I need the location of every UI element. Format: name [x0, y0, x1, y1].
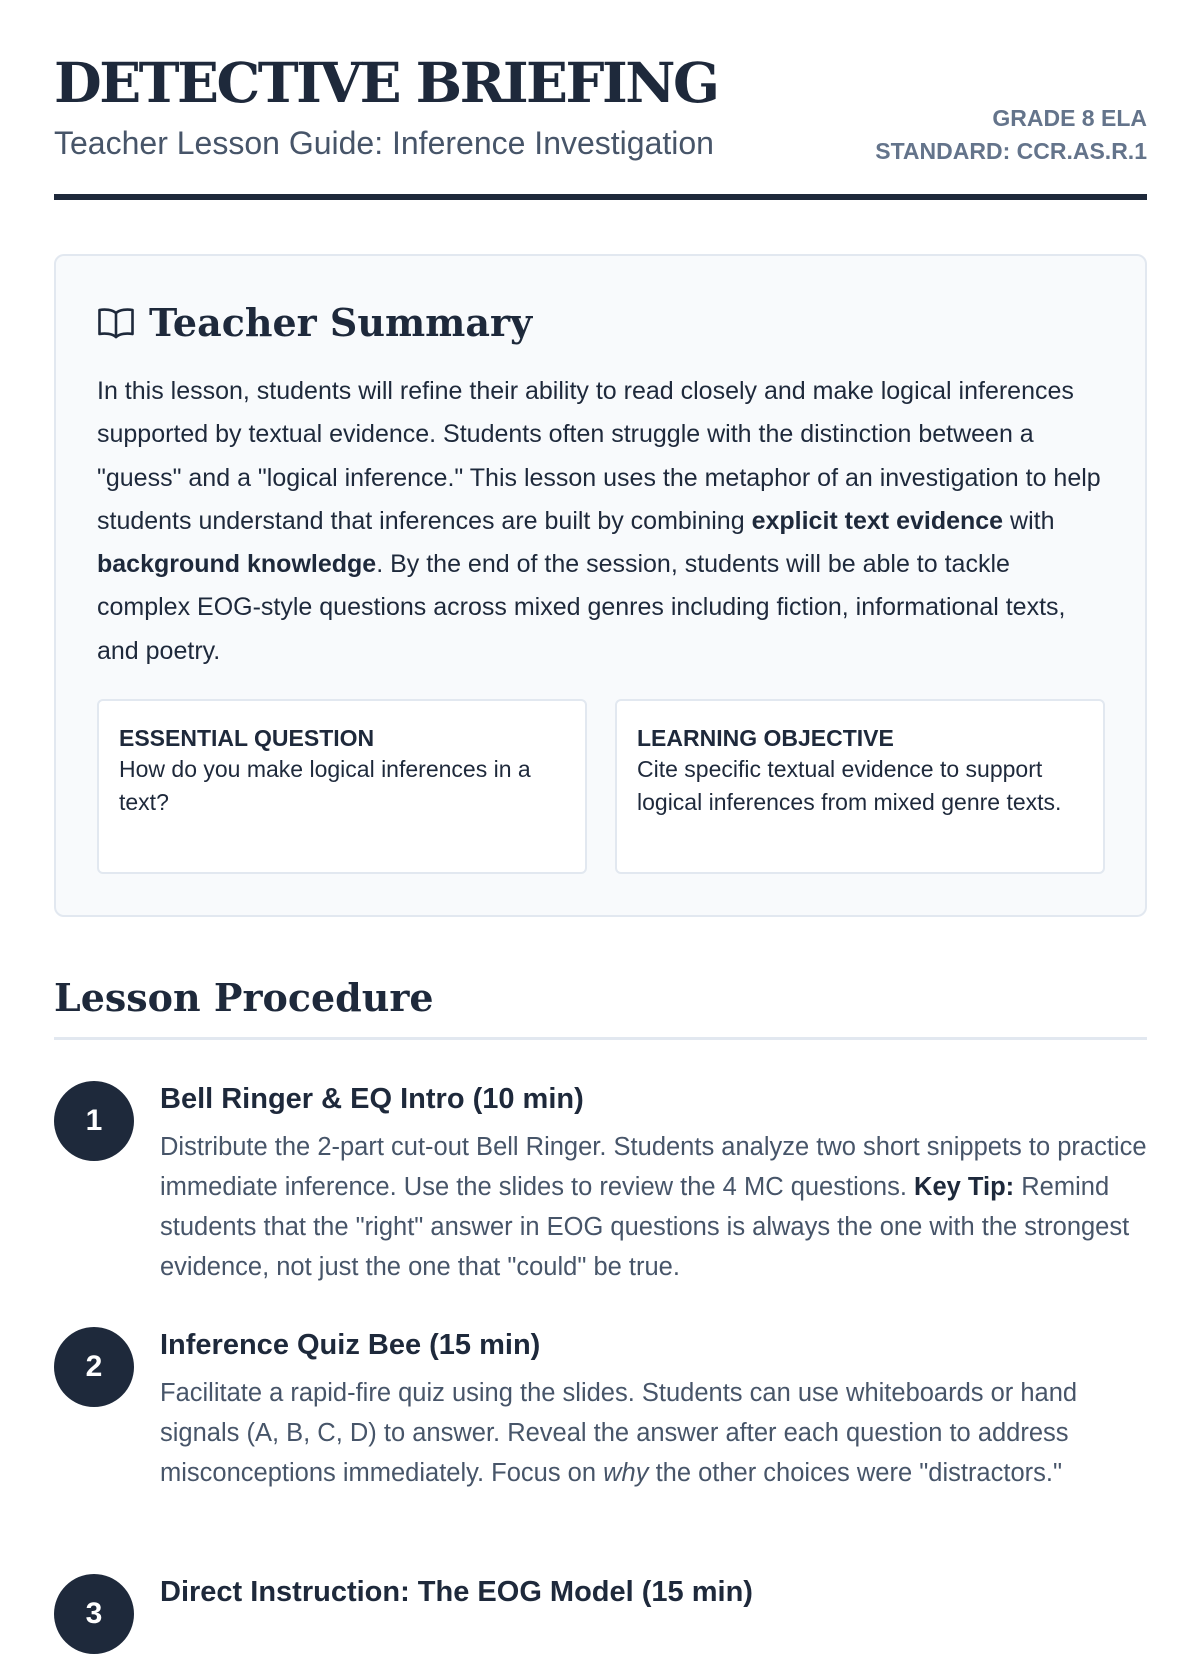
essential-question-label: ESSENTIAL QUESTION	[119, 725, 375, 751]
lesson-guide-page	[54, 0, 1147, 1630]
standard-label: STANDARD: CCR.AS.R.1	[875, 138, 1147, 164]
teacher-summary-card	[54, 254, 1147, 917]
learning-objective-value: Cite specific textual evidence to support logical inferences from mixed genre texts.	[637, 756, 1062, 815]
learning-objective-box	[615, 699, 1105, 874]
procedure-title: Lesson Procedure	[54, 975, 1147, 1040]
step-title: Inference Quiz Bee (15 min)	[160, 1329, 541, 1361]
essential-question-box	[97, 699, 587, 874]
step-description: Facilitate a rapid-fire quiz using the slides. Students can use whiteboards or hand signals (A, B, C, D) to answer. Reveal the answer after each question to address misconceptions immediately. Focus on why the other choices were "distractors."	[160, 1379, 1078, 1487]
summary-heading	[97, 300, 532, 345]
step-title: Bell Ringer & EQ Intro (10 min)	[160, 1083, 584, 1115]
emphasis-word: why	[603, 1459, 649, 1487]
key-tip-label: Key Tip:	[914, 1173, 1015, 1201]
step-title: Direct Instruction: The EOG Model (15 min)	[160, 1576, 753, 1608]
step-description: Distribute the 2-part cut-out Bell Ringer. Students analyze two short snippets to practice immediate inference. Use the slides to review the 4 MC questions. Key Tip: Remind students that the "right" answer in EOG questions is always the one with the strongest evidence, not just the one that "could" be true.	[160, 1133, 1147, 1281]
step-number-badge: 2	[54, 1327, 134, 1407]
page-header	[54, 0, 1147, 200]
page-title: DETECTIVE BRIEFING	[54, 50, 718, 115]
grade-label: GRADE 8 ELA	[992, 105, 1147, 131]
learning-objective-label: LEARNING OBJECTIVE	[637, 725, 894, 751]
summary-text: In this lesson, students will refine their ability to read closely and make logical inferences supported by textual evidence. Students often struggle with the distinction between a "guess" and a "logical inference." This lesson uses the metaphor of an investigation to help students understand that inferences are built by combining explicit text evidence with background knowledge. By the end of the session, students will be able to tackle complex EOG-style questions across mixed genres including fiction, informational texts, and poetry.	[97, 377, 1101, 665]
essential-question-value: How do you make logical inferences in a text?	[119, 756, 531, 815]
step-number-badge: 1	[54, 1081, 134, 1161]
summary-title: Teacher Summary	[149, 300, 533, 345]
lesson-meta	[875, 102, 1147, 168]
page-subtitle: Teacher Lesson Guide: Inference Investigation	[54, 125, 714, 161]
bold-phrase-knowledge: background knowledge	[97, 550, 377, 579]
step-number-badge: 3	[54, 1574, 134, 1654]
open-book-icon	[97, 306, 135, 340]
bold-phrase-evidence: explicit text evidence	[751, 506, 1004, 535]
